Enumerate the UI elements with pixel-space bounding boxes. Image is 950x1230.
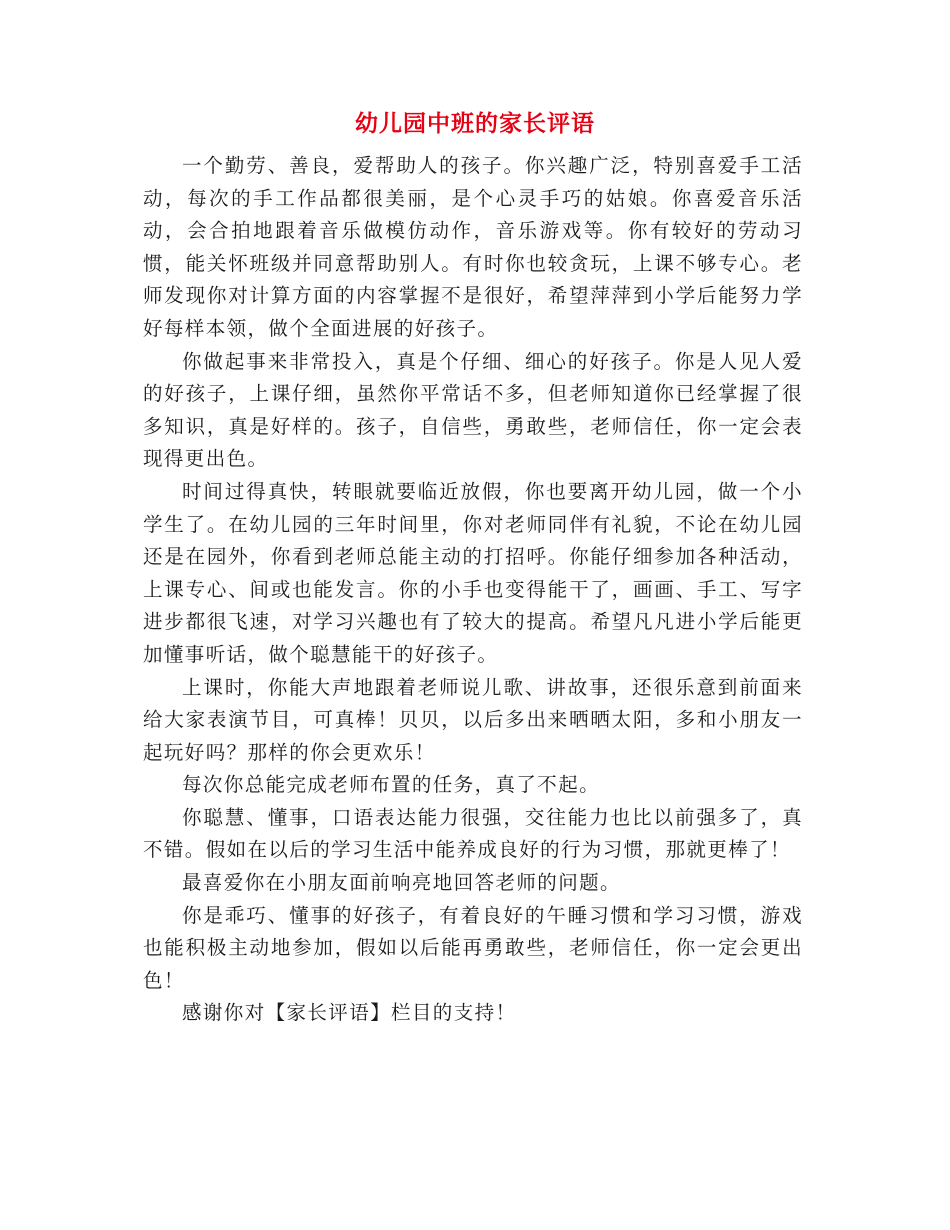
paragraph: 每次你总能完成老师布置的任务，真了不起。 <box>182 773 601 797</box>
paragraph: 你做起事来非常投入，真是个仔细、细心的好孩子。你是人见人爱的好孩子，上课仔细，虽然你平常话不多，但老师知道你已经掌握了很多知识，真是好样的。孩子，自信些，勇敢些，老师信任，你一定会表现得更出色。 <box>143 349 803 471</box>
paragraph: 一个勤劳、善良，爱帮助人的孩子。你兴趣广泛，特别喜爱手工活动，每次的手工作品都很美丽，是个心灵手巧的姑娘。你喜爱音乐活动，会合拍地跟着音乐做模仿动作，音乐游戏等。你有较好的劳动习惯，能关怀班级并同意帮助别人。有时你也较贪玩，上课不够专心。老师发现你对计算方面的内容掌握不是很好，希望萍萍到小学后能努力学好每样本领，做个全面进展的好孩子。 <box>143 154 803 340</box>
paragraph: 你聪慧、懂事，口语表达能力很强，交往能力也比以前强多了，真不错。假如在以后的学习生活中能养成良好的行为习惯，那就更棒了！ <box>143 805 803 862</box>
paragraph: 你是乖巧、懂事的好孩子，有着良好的午睡习惯和学习习惯，游戏也能积极主动地参加，假如以后能再勇敢些，老师信任，你一定会更出色！ <box>143 903 803 992</box>
document-body <box>143 150 803 1030</box>
paragraph: 上课时，你能大声地跟着老师说儿歌、讲故事，还很乐意到前面来给大家表演节目，可真棒！贝贝，以后多出来晒晒太阳，多和小朋友一起玩好吗？那样的你会更欢乐！ <box>143 675 803 764</box>
paragraph: 感谢你对【家长评语】栏目的支持！ <box>182 1001 517 1025</box>
paragraph: 时间过得真快，转眼就要临近放假，你也要离开幼儿园，做一个小学生了。在幼儿园的三年时间里，你对老师同伴有礼貌，不论在幼儿园还是在园外，你看到老师总能主动的打招呼。你能仔细参加各种活动，上课专心、间或也能发言。你的小手也变得能干了，画画、手工、写字进步都很飞速，对学习兴趣也有了较大的提高。希望凡凡进小学后能更加懂事听话，做个聪慧能干的好孩子。 <box>143 479 803 666</box>
paragraph: 最喜爱你在小朋友面前响亮地回答老师的问题。 <box>182 871 621 895</box>
document-title: 幼儿园中班的家长评语 <box>355 110 595 137</box>
